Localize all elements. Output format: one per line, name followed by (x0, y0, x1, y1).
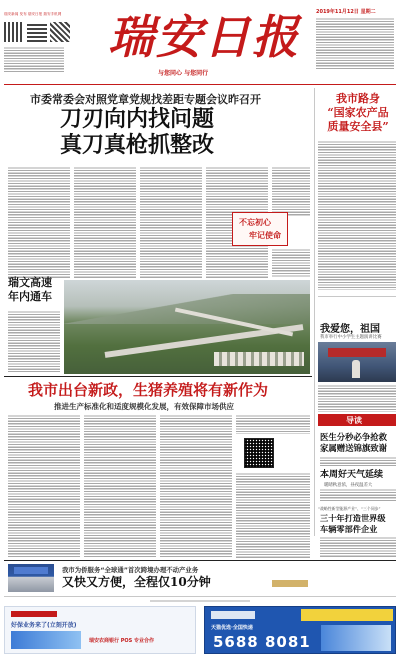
daodu-item2-body (320, 488, 396, 502)
column-divider (314, 88, 315, 536)
qr-caption: 瑞安新闻 发布 瑞安日报 瑞安手机网 (4, 12, 62, 16)
lead-body-col5b (272, 248, 310, 278)
qr-code-icon (4, 22, 24, 42)
ad-left-logo (11, 611, 57, 617)
second-story-col2 (84, 414, 156, 558)
masthead-rule (4, 84, 396, 85)
lead-body-col5a (272, 166, 310, 216)
lead-headline-line1: 刀刃向内找问题 (60, 106, 215, 132)
footer-rule (4, 596, 396, 597)
ad-left[interactable] (4, 606, 196, 654)
stage-banner (328, 348, 386, 357)
masthead (0, 0, 400, 84)
daodu-item1[interactable]: 医生分秒必争抢救 家属赠送锦旗致谢 (320, 432, 387, 453)
stage-screen (14, 567, 48, 574)
footer-info (150, 599, 250, 603)
qr-code-icon (244, 438, 274, 468)
ad-left-text: 好保业务来了(立刻开放) (11, 622, 77, 629)
right-story1-headline: 我市路身 “国家农产品 质量安全县” (327, 92, 389, 133)
qr-code-icon (50, 22, 70, 42)
campaign-stamp (232, 212, 288, 246)
header-info-text (4, 46, 64, 72)
speaker (352, 360, 360, 378)
second-story-col3 (160, 414, 232, 558)
lead-body-col1 (8, 166, 70, 278)
ad-right[interactable] (204, 606, 396, 654)
header-right-info (316, 17, 394, 69)
right-story2-subhead: 我市举行中小学生主题演讲比赛 (320, 335, 382, 340)
second-story-col4a (236, 414, 310, 434)
badge (272, 580, 308, 587)
ad-right-logo (211, 611, 255, 619)
daodu-label: 导读 (346, 416, 362, 425)
photo-story-headline: 瑞文高速 年内通车 (8, 276, 52, 303)
ad-left-panel (11, 631, 81, 649)
highway-photo (64, 280, 310, 374)
bottom-story-rule (4, 560, 396, 561)
meeting-photo (8, 564, 54, 592)
lead-body-col3 (140, 166, 202, 278)
stamp-line2: 牢记使命 (249, 230, 281, 240)
bottom-story-headline-line2: 又快又方便，全程仅10分钟 (62, 575, 211, 589)
second-story-col1 (8, 414, 80, 558)
masthead-slogan: 与您同心 与您同行 (158, 70, 209, 77)
daodu-item3-body (320, 536, 396, 558)
daodu-item2[interactable]: 本周好天气延续 (320, 470, 384, 480)
ad-right-banner (301, 609, 393, 621)
daodu-item3[interactable]: 三十年打造世界级 车辆零部件企业 (320, 513, 386, 534)
ad-right-image (321, 625, 391, 651)
photo-story-body (8, 310, 60, 372)
second-story-col4b (236, 472, 310, 558)
bottom-story-headline-line1: 我市为侨服务“全球通”首次跨境办理不动产业务 (62, 566, 199, 574)
ad-right-sub: 天猫优选·全国快递 (211, 625, 253, 631)
lead-kicker: 市委常委会对照党章党规找差距专题会议昨召开 (30, 93, 261, 106)
speech-photo (318, 342, 396, 382)
right-story2-headline: 我爱您，祖国 (320, 324, 380, 335)
buildings (214, 352, 304, 366)
lead-headline-line2: 真刀真枪抓整改 (60, 132, 215, 158)
daodu-item2-sub: 暖睛秋意浓，昼夜温差大 (324, 483, 373, 488)
stamp-line1: 不忘初心 (239, 217, 271, 227)
second-story-headline: 我市出台新政，生猪养殖将有新作为 (28, 381, 269, 399)
second-story-rule (4, 376, 312, 377)
daodu-item3-kicker: “战略性新型能源产业”、“三个同步” (318, 506, 381, 511)
qr-code-icon (27, 22, 47, 42)
date-line: 2019年11月12日 星期二 (316, 9, 376, 15)
daodu-item1-body (320, 456, 396, 466)
ad-right-phone: 5688 8081 (213, 633, 311, 651)
ad-left-sub: 瑞安农商银行 POS 专业合作 (89, 638, 154, 644)
right-story2-body (318, 384, 396, 412)
right-divider-1 (318, 296, 396, 297)
masthead-title: 瑞安日报 (108, 10, 300, 64)
lead-body-col2 (74, 166, 136, 278)
second-story-subhead: 推进生产标准化和适度规模化发展，有效保障市场供应 (54, 402, 234, 411)
right-story1-body (318, 140, 396, 290)
